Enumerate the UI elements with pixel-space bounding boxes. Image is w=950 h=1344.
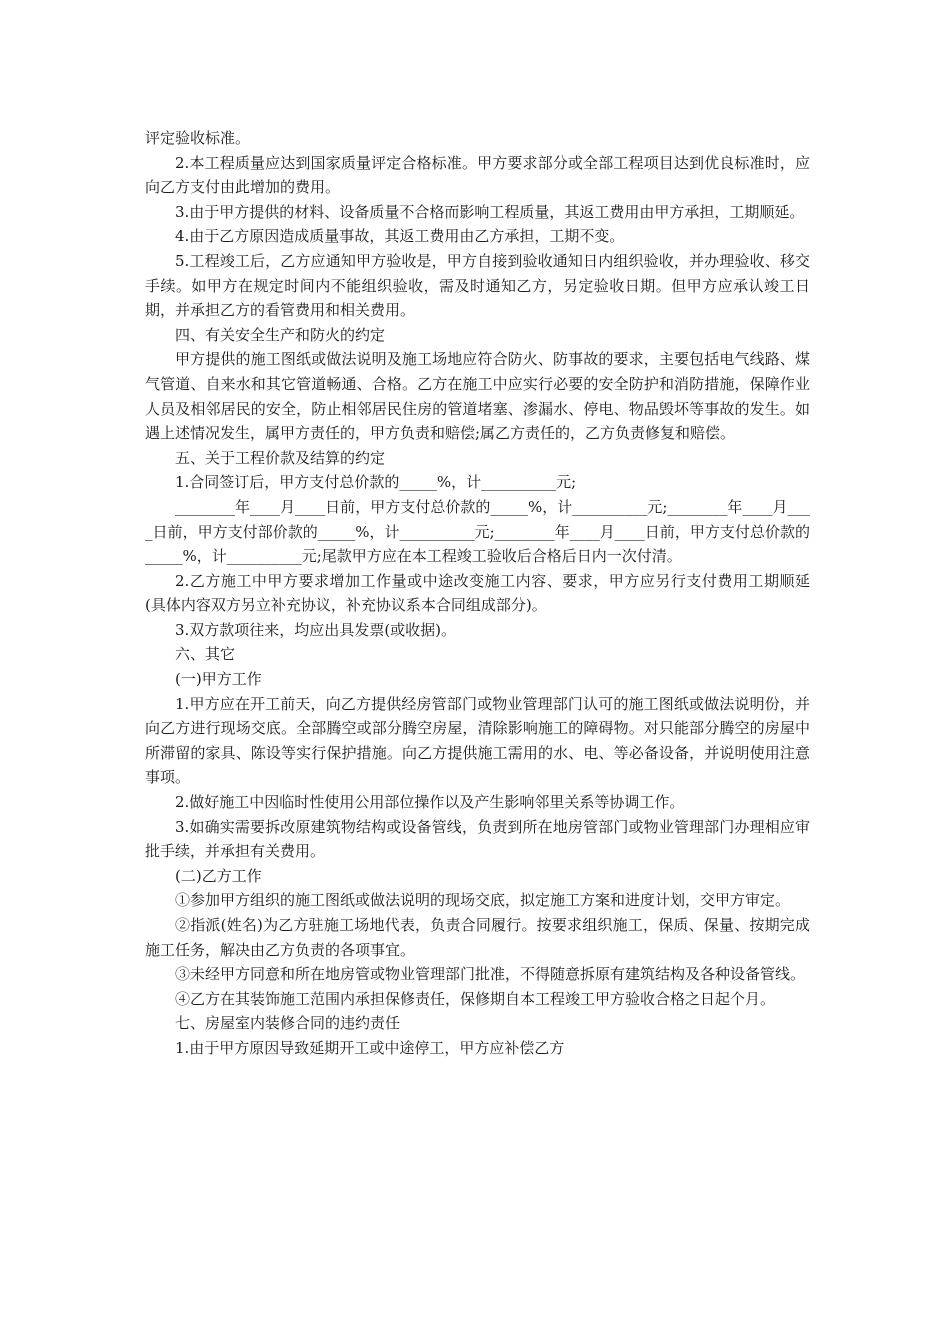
paragraph: ________年____月____日前，甲方支付总价款的_____%，计__________元;________年____月____日前，甲方支付部价款的_____%，计__________元;________年____月____日前，甲方支付总价款的_____%，计__________元;尾款甲方应在本工程竣工验收后合格后日内一次付清。 — [145, 497, 810, 566]
paragraph: 5.工程竣工后，乙方应通知甲方验收是，甲方自接到验收通知日内组织验收，并办理验收、移交手续。如甲方在规定时间内不能组织验收，需及时通知乙方，另定验收日期。但甲方应承认竣工日期，并承担乙方的看管费用和相关费用。 — [145, 251, 810, 320]
paragraph: 3.双方款项往来，均应出具发票(或收据)。 — [175, 620, 457, 639]
paragraph: 2.做好施工中因临时性使用公用部位操作以及产生影响邻里关系等协调工作。 — [175, 793, 685, 812]
paragraph: 1.由于甲方原因导致延期开工或中途停工，甲方应补偿乙方 — [175, 1038, 565, 1057]
section-heading: 四、有关安全生产和防火的约定 — [175, 325, 386, 344]
paragraph: 1.合同签订后，甲方支付总价款的_____%，计__________元; — [175, 473, 577, 492]
paragraph: 3.由于甲方提供的材料、设备质量不合格而影响工程质量，其返工费用由甲方承担，工期顺延。 — [175, 202, 805, 221]
paragraph: 1.甲方应在开工前天，向乙方提供经房管部门或物业管理部门认可的施工图纸或做法说明份，并向乙方进行现场交底。全部腾空或部分腾空房屋，清除影响施工的障碍物。对只能部分腾空的房屋中所滞留的家具、陈设等实行保护措施。向乙方提供施工需用的水、电、等必备设备，并说明使用注意事项。 — [145, 694, 810, 787]
paragraph: 甲方提供的施工图纸或做法说明及施工场地应符合防火、防事故的要求，主要包括电气线路、煤气管道、自来水和其它管道畅通、合格。乙方在施工中应实行必要的安全防护和消防措施，保障作业人员及相邻居民的安全，防止相邻居民住房的管道堵塞、渗漏水、停电、物品毁坏等事故的发生。如遇上述情况发生，属甲方责任的，甲方负责和赔偿;属乙方责任的，乙方负责修复和赔偿。 — [145, 350, 810, 443]
paragraph: 评定验收标准。 — [145, 129, 251, 147]
paragraph: ①参加甲方组织的施工图纸或做法说明的现场交底，拟定施工方案和进度计划，交甲方审定。 — [175, 891, 791, 910]
paragraph: ③未经甲方同意和所在地房管或物业管理部门批准，不得随意拆原有建筑结构及各种设备管线。 — [175, 965, 806, 984]
paragraph: 2.本工程质量应达到国家质量评定合格标准。甲方要求部分或全部工程项目达到优良标准时，应向乙方支付由此增加的费用。 — [145, 153, 810, 197]
paragraph: 4.由于乙方原因造成质量事故，其返工费用由乙方承担，工期不变。 — [175, 227, 625, 246]
paragraph: 2.乙方施工中甲方要求增加工作量或中途改变施工内容、要求，甲方应另行支付费用工期顺延(具体内容双方另立补充协议，补充协议系本合同组成部分)。 — [145, 571, 810, 615]
subsection-heading: (一)甲方工作 — [175, 670, 262, 689]
document-body — [145, 126, 810, 1061]
subsection-heading: (二)乙方工作 — [175, 866, 262, 885]
section-heading: 七、房屋室内装修合同的违约责任 — [175, 1014, 401, 1033]
section-heading: 五、关于工程价款及结算的约定 — [175, 448, 386, 467]
paragraph: ②指派(姓名)为乙方驻施工场地代表，负责合同履行。按要求组织施工，保质、保量、按期完成施工任务，解决由乙方负责的各项事宜。 — [145, 916, 810, 959]
section-heading: 六、其它 — [175, 645, 236, 664]
paragraph: 3.如确实需要拆改原建筑物结构或设备管线，负责到所在地房管部门或物业管理部门办理相应审批手续，并承担有关费用。 — [145, 817, 810, 861]
paragraph: ④乙方在其装饰施工范围内承担保修责任，保修期自本工程竣工甲方验收合格之日起个月。 — [175, 989, 776, 1008]
